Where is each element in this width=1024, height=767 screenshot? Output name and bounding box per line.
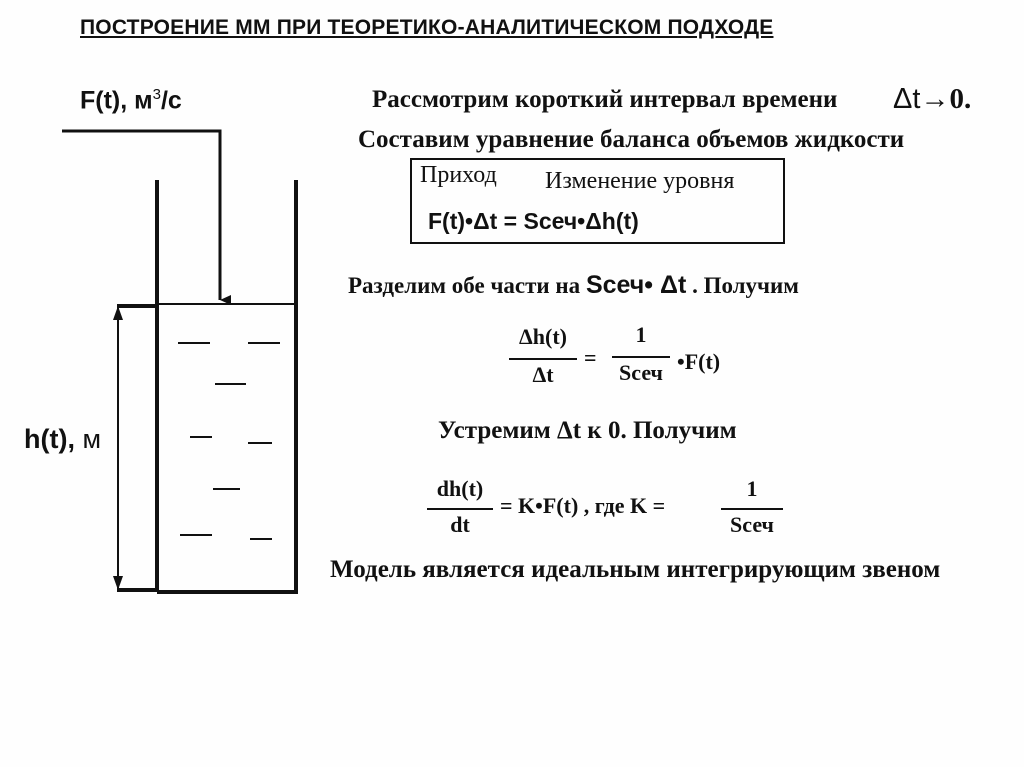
delta-t-to-zero: Δt→0. (893, 83, 972, 115)
divide-line: Разделим обе части на Sсеч• Δt . Получим (348, 271, 799, 299)
eq2-middle: = K•F(t) , где K = (500, 493, 666, 518)
eq1-equals: = (584, 345, 597, 370)
eq1-fraction-inverse: 1 Sсеч (612, 322, 670, 394)
level-change-label: Изменение уровня (545, 168, 735, 194)
level-arrow-down (113, 576, 123, 590)
limit-line: Устремим Δt к 0. Получим (438, 417, 737, 444)
level-arrow-up (113, 306, 123, 320)
level-label: h(t), м (24, 424, 102, 454)
water-dashes (178, 343, 280, 539)
balance-equation: F(t)•Δt = Sсеч•Δh(t) (428, 208, 639, 234)
eq1-fraction-delta: Δh(t) Δt (509, 324, 577, 394)
inflow-arrow (62, 131, 220, 300)
interval-line: Рассмотрим короткий интервал времени (372, 86, 838, 113)
model-conclusion: Модель является идеальным интегрирующим звеном (330, 556, 941, 583)
eq2-fraction-inverse: 1 Sсеч (721, 476, 783, 546)
balance-line: Составим уравнение баланса объемов жидкости (358, 126, 905, 153)
slide-title: ПОСТРОЕНИЕ ММ ПРИ ТЕОРЕТИКО-АНАЛИТИЧЕСКОМ ПОДХОДЕ (80, 16, 774, 39)
flow-label: F(t), $м^3/с$ (80, 86, 182, 115)
eq2-fraction-derivative: dh(t) dt (427, 476, 493, 546)
eq1-tail: •F(t) (677, 349, 721, 374)
income-label: Приход (420, 162, 497, 188)
